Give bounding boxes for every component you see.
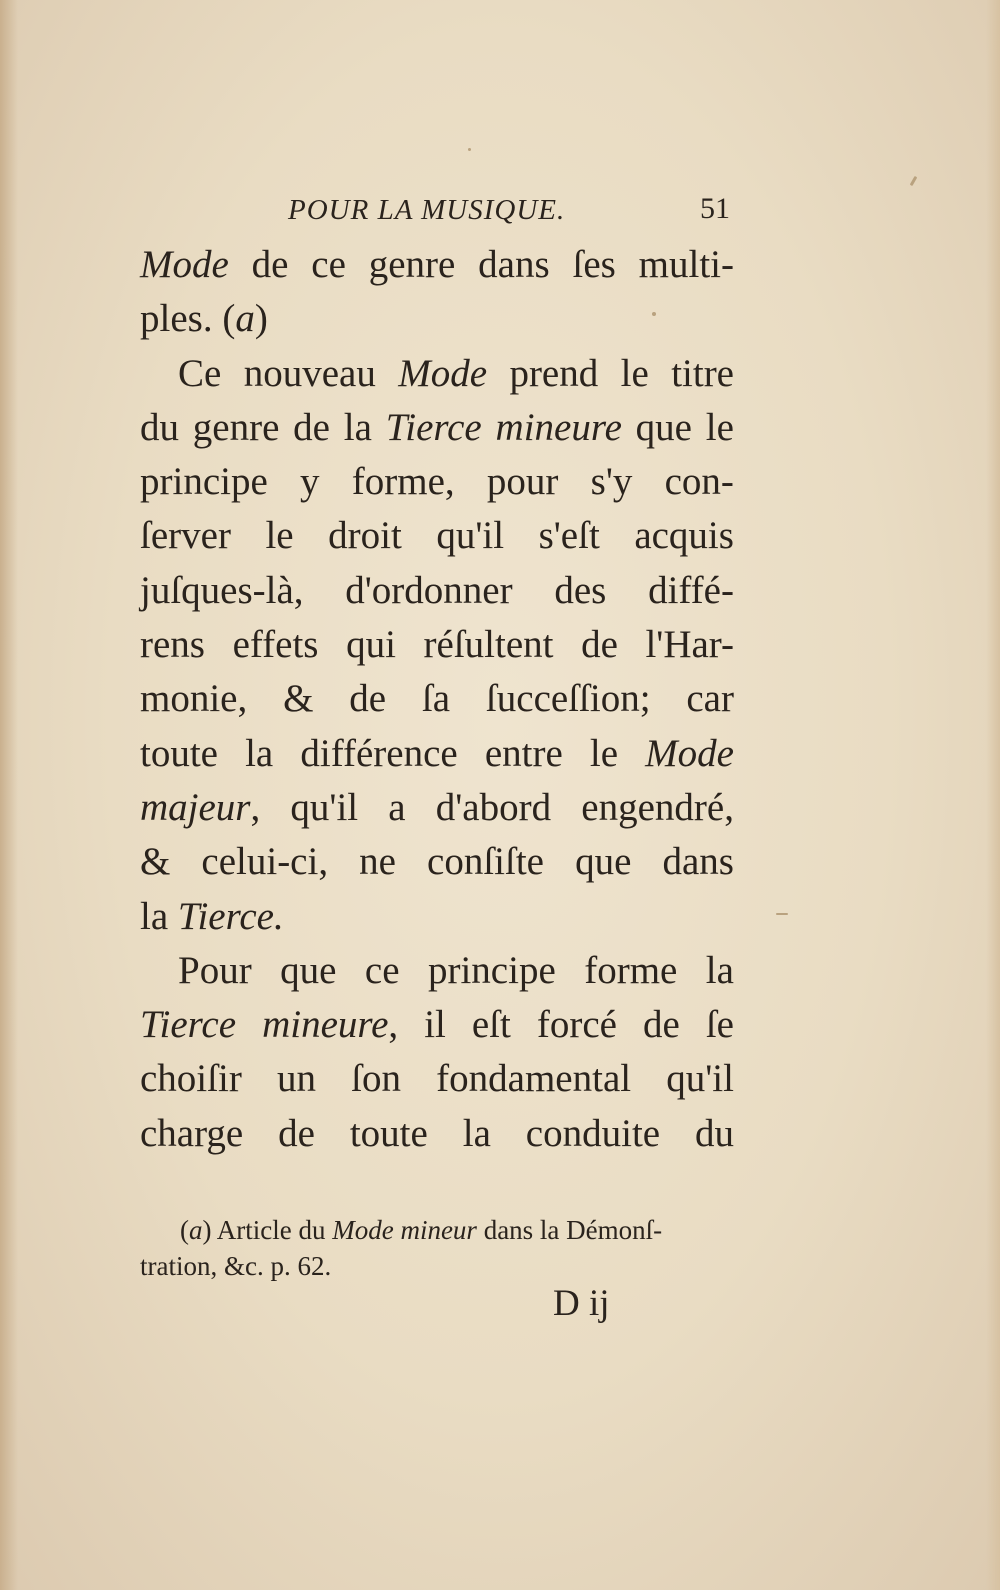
footnote bbox=[140, 1212, 734, 1284]
word bbox=[665, 455, 734, 509]
roman-text: monie, bbox=[140, 677, 248, 721]
text-line bbox=[140, 727, 734, 781]
roman-text: ſerver bbox=[140, 514, 231, 558]
italic-text: Mode bbox=[645, 731, 734, 775]
signature-mark: D ij bbox=[553, 1283, 610, 1324]
word bbox=[463, 1107, 491, 1161]
roman-text: juſques-là, bbox=[140, 568, 304, 612]
word bbox=[662, 835, 734, 889]
roman-text: il bbox=[424, 1003, 446, 1047]
roman-text: la bbox=[140, 894, 178, 938]
roman-text: que bbox=[575, 840, 632, 884]
roman-text: d'abord bbox=[435, 785, 552, 829]
word bbox=[386, 401, 482, 455]
word bbox=[706, 944, 734, 998]
text-line bbox=[140, 509, 734, 563]
text-line bbox=[140, 347, 734, 401]
word bbox=[140, 672, 247, 726]
word bbox=[671, 347, 734, 401]
roman-text: toute bbox=[140, 731, 218, 775]
roman-text: que bbox=[635, 405, 692, 449]
roman-text: la bbox=[343, 405, 372, 449]
roman-text: ſe bbox=[705, 1003, 734, 1047]
word bbox=[436, 509, 504, 563]
roman-text: toute bbox=[349, 1111, 428, 1155]
italic-text: a bbox=[189, 1215, 203, 1245]
roman-text: genre bbox=[192, 405, 280, 449]
roman-text: droit bbox=[328, 514, 402, 558]
roman-text: car bbox=[686, 677, 734, 721]
word bbox=[424, 998, 446, 1052]
word bbox=[428, 944, 556, 998]
word bbox=[590, 727, 618, 781]
roman-text: principe bbox=[427, 948, 556, 992]
italic-text: a bbox=[235, 297, 255, 341]
roman-text: ce bbox=[311, 243, 346, 286]
word bbox=[300, 727, 457, 781]
word bbox=[424, 618, 554, 672]
word bbox=[344, 401, 372, 455]
word bbox=[686, 672, 734, 726]
word bbox=[643, 998, 680, 1052]
word bbox=[277, 1052, 316, 1106]
italic-text: Mode bbox=[398, 351, 488, 395]
word bbox=[645, 618, 734, 672]
roman-text: celui-ci, bbox=[201, 840, 329, 884]
word bbox=[526, 1107, 660, 1161]
roman-text: la bbox=[462, 1111, 491, 1155]
word bbox=[346, 618, 396, 672]
word bbox=[581, 781, 734, 835]
word bbox=[351, 1052, 401, 1106]
word bbox=[666, 1052, 734, 1106]
word bbox=[537, 998, 617, 1052]
word bbox=[436, 781, 551, 835]
word bbox=[193, 401, 280, 455]
italic-text: Mode bbox=[140, 243, 229, 286]
page-edge-shadow-right bbox=[986, 0, 1000, 1590]
italic-text: Tierce bbox=[140, 1003, 237, 1047]
roman-text: du bbox=[140, 405, 179, 449]
roman-text: & bbox=[283, 677, 314, 721]
word bbox=[487, 455, 559, 509]
roman-text: de bbox=[251, 243, 289, 286]
word bbox=[472, 998, 511, 1052]
text-line bbox=[140, 944, 734, 998]
roman-text: multi- bbox=[638, 243, 734, 286]
word bbox=[365, 944, 400, 998]
roman-text: eſt bbox=[471, 1003, 511, 1047]
italic-text: majeur bbox=[140, 785, 251, 829]
roman-text: principe bbox=[140, 460, 268, 504]
word bbox=[639, 238, 734, 292]
word bbox=[422, 672, 450, 726]
roman-text: forcé bbox=[536, 1003, 617, 1047]
roman-text: différence bbox=[300, 731, 458, 775]
roman-text: le bbox=[265, 514, 294, 558]
word bbox=[140, 509, 231, 563]
text-line bbox=[140, 238, 734, 292]
roman-text: ſucceſſion; bbox=[485, 677, 651, 721]
word bbox=[140, 564, 304, 618]
roman-text: , bbox=[388, 1003, 399, 1047]
word bbox=[486, 672, 651, 726]
word bbox=[388, 781, 405, 835]
roman-text: le bbox=[589, 731, 619, 775]
roman-text: choiſir bbox=[140, 1057, 242, 1101]
roman-text: dans bbox=[662, 840, 734, 884]
italic-text: Mode mineur bbox=[332, 1215, 477, 1245]
text-line bbox=[140, 1107, 734, 1161]
word bbox=[573, 238, 616, 292]
roman-text: nouveau bbox=[243, 351, 376, 395]
word bbox=[636, 401, 692, 455]
word bbox=[485, 727, 563, 781]
roman-text: entre bbox=[484, 731, 563, 775]
page-number: 51 bbox=[700, 192, 730, 225]
paper-speck bbox=[468, 148, 471, 151]
footnote-line bbox=[140, 1248, 734, 1284]
text-line bbox=[140, 835, 734, 889]
roman-text: d'ordonner bbox=[345, 568, 513, 612]
roman-text: prend bbox=[509, 351, 599, 395]
word bbox=[706, 401, 734, 455]
word bbox=[300, 455, 320, 509]
roman-text: qu'il bbox=[666, 1057, 734, 1101]
word bbox=[140, 998, 236, 1052]
word bbox=[427, 835, 544, 889]
text-line bbox=[140, 672, 734, 726]
roman-text: ( bbox=[180, 1215, 189, 1245]
roman-text: de bbox=[643, 1003, 680, 1047]
roman-text: de bbox=[581, 623, 618, 667]
roman-text: la bbox=[705, 948, 734, 992]
text-line bbox=[140, 890, 734, 944]
word bbox=[283, 672, 313, 726]
word bbox=[350, 1107, 428, 1161]
roman-text: a bbox=[388, 785, 406, 829]
word bbox=[352, 455, 455, 509]
word bbox=[509, 347, 598, 401]
word bbox=[262, 998, 398, 1052]
word bbox=[293, 401, 330, 455]
roman-text: acquis bbox=[634, 514, 734, 558]
text-line bbox=[140, 998, 734, 1052]
roman-text: du bbox=[695, 1111, 734, 1155]
roman-text: fondamental bbox=[436, 1057, 632, 1101]
roman-text: des bbox=[554, 568, 607, 612]
word bbox=[359, 835, 396, 889]
roman-text: genre bbox=[368, 243, 456, 286]
word bbox=[695, 1107, 734, 1161]
word bbox=[584, 944, 677, 998]
word bbox=[706, 998, 734, 1052]
word bbox=[539, 509, 600, 563]
text-line bbox=[140, 564, 734, 618]
roman-text: le bbox=[705, 405, 734, 449]
word bbox=[140, 835, 170, 889]
text-line bbox=[140, 781, 734, 835]
italic-text: Tierce. bbox=[177, 894, 284, 938]
word bbox=[178, 347, 221, 401]
text-line bbox=[140, 618, 734, 672]
word bbox=[496, 401, 622, 455]
main-text bbox=[140, 238, 734, 1161]
roman-text: ) bbox=[254, 297, 268, 341]
word bbox=[345, 564, 512, 618]
roman-text: con- bbox=[664, 460, 734, 504]
word bbox=[178, 944, 252, 998]
word bbox=[245, 727, 273, 781]
word bbox=[140, 401, 179, 455]
roman-text: l'Har- bbox=[645, 623, 734, 667]
paper-speck bbox=[910, 176, 918, 186]
roman-text: ce bbox=[364, 948, 400, 992]
page-edge-shadow-left bbox=[0, 0, 18, 1590]
word bbox=[140, 781, 260, 835]
italic-text: mineure bbox=[495, 405, 622, 449]
roman-text: ſa bbox=[421, 677, 451, 721]
word bbox=[311, 238, 346, 292]
word bbox=[278, 1107, 315, 1161]
roman-text: ne bbox=[359, 840, 396, 884]
roman-text: qui bbox=[346, 623, 396, 667]
roman-text: de bbox=[349, 677, 387, 721]
footnote-line bbox=[140, 1212, 734, 1248]
roman-text: réſultent bbox=[423, 623, 554, 667]
word bbox=[244, 347, 376, 401]
word bbox=[621, 347, 649, 401]
word bbox=[436, 1052, 631, 1106]
roman-text: y bbox=[300, 460, 320, 504]
roman-text: ples. ( bbox=[140, 297, 236, 341]
word bbox=[201, 835, 328, 889]
roman-text: la bbox=[245, 731, 274, 775]
roman-text: forme bbox=[584, 948, 678, 992]
roman-text: & bbox=[140, 840, 171, 884]
word bbox=[140, 1052, 242, 1106]
roman-text: de bbox=[278, 1111, 315, 1155]
roman-text: le bbox=[620, 351, 649, 395]
word bbox=[591, 455, 633, 509]
roman-text: forme, bbox=[351, 460, 455, 504]
roman-text: conduite bbox=[525, 1111, 661, 1155]
roman-text: engendré, bbox=[581, 785, 734, 829]
word bbox=[140, 727, 218, 781]
word bbox=[369, 238, 456, 292]
roman-text: Pour bbox=[178, 948, 252, 992]
roman-text: ſes bbox=[572, 243, 616, 286]
word bbox=[575, 835, 631, 889]
roman-text: s'y bbox=[590, 460, 633, 504]
roman-text: titre bbox=[671, 351, 734, 395]
word bbox=[349, 672, 386, 726]
word bbox=[280, 944, 336, 998]
roman-text: dans la Démonſ- bbox=[476, 1215, 663, 1245]
word bbox=[140, 238, 229, 292]
text-line bbox=[140, 455, 734, 509]
italic-text: Tierce bbox=[385, 405, 482, 449]
roman-text: ) Article du bbox=[202, 1215, 333, 1245]
roman-text: charge bbox=[140, 1111, 244, 1155]
roman-text: conſiſte bbox=[427, 840, 544, 884]
word bbox=[140, 1107, 243, 1161]
italic-text: mineure bbox=[262, 1003, 389, 1047]
text-line bbox=[140, 1052, 734, 1106]
page-header bbox=[140, 190, 730, 234]
roman-text: un bbox=[276, 1057, 316, 1101]
word bbox=[645, 727, 734, 781]
word bbox=[648, 564, 734, 618]
word bbox=[554, 564, 606, 618]
roman-text: Ce bbox=[178, 351, 222, 395]
roman-text: dans bbox=[478, 243, 550, 286]
roman-text: rens bbox=[140, 623, 205, 667]
running-title: POUR LA MUSIQUE. bbox=[288, 194, 566, 226]
roman-text: tration, &c. p. 62. bbox=[140, 1251, 332, 1281]
word bbox=[328, 509, 402, 563]
roman-text: effets bbox=[232, 623, 319, 667]
word bbox=[140, 618, 205, 672]
word bbox=[140, 455, 268, 509]
roman-text: pour bbox=[486, 460, 559, 504]
roman-text: qu'il bbox=[436, 514, 505, 558]
word bbox=[290, 781, 358, 835]
word bbox=[233, 618, 319, 672]
roman-text: ſon bbox=[351, 1057, 401, 1101]
word bbox=[478, 238, 550, 292]
paper-speck bbox=[776, 913, 788, 915]
roman-text: s'eſt bbox=[538, 514, 600, 558]
roman-text: , bbox=[250, 785, 261, 829]
roman-text: que bbox=[280, 948, 337, 992]
paper-speck bbox=[652, 312, 656, 316]
word bbox=[581, 618, 618, 672]
word bbox=[398, 347, 487, 401]
text-line bbox=[140, 401, 734, 455]
roman-text: diffé- bbox=[648, 568, 734, 612]
word bbox=[265, 509, 293, 563]
text-line bbox=[140, 292, 734, 346]
roman-text: qu'il bbox=[290, 785, 359, 829]
roman-text: de bbox=[293, 405, 330, 449]
word bbox=[252, 238, 289, 292]
word bbox=[634, 509, 734, 563]
